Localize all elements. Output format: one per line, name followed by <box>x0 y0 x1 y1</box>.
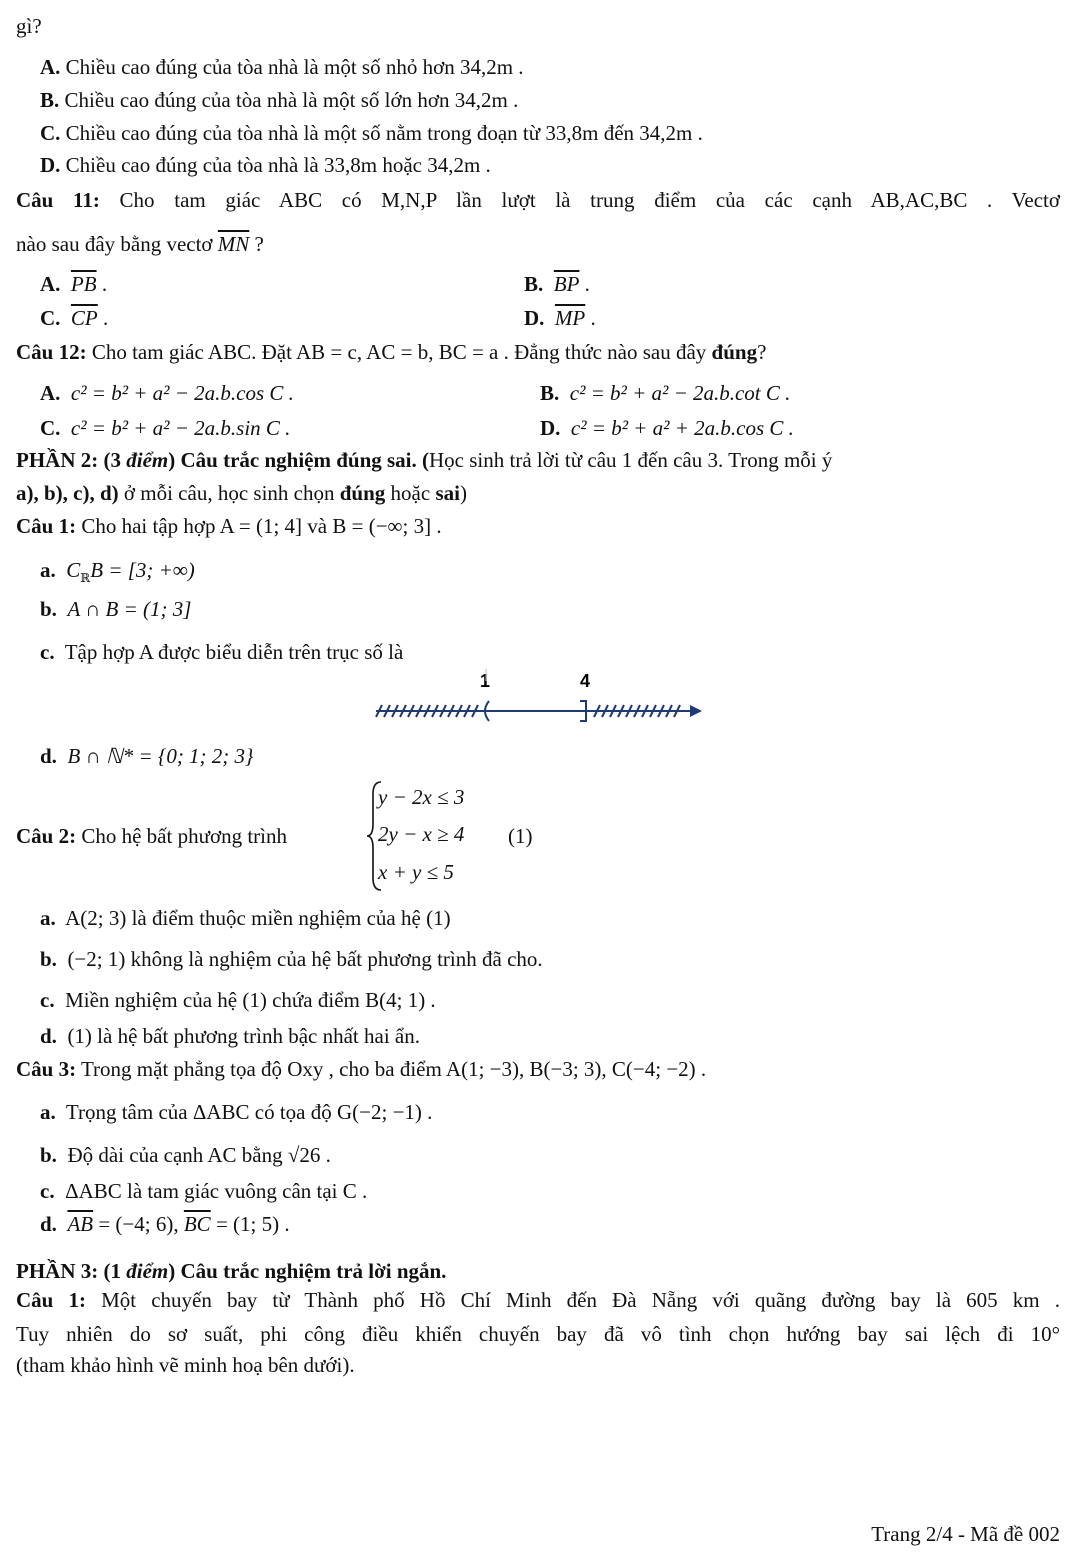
heading-text: ) Câu trắc nghiệm đúng sai. ( <box>168 448 430 472</box>
subscript: ℝ <box>80 571 91 586</box>
question-label: Câu 12: <box>16 340 87 364</box>
question-text: Cho tam giác ABC. Đặt AB = c, AC = b, BC = a . Đẳng thức nào sau đây <box>91 340 707 364</box>
option-formula: c² = b² + a² − 2a.b.cos C . <box>70 381 294 405</box>
heading-italic: điểm <box>126 1259 169 1283</box>
vector-bc: $\overline{BC}$ <box>183 1212 211 1236</box>
statement-text: (−2; 1) không là nghiệm của hệ bất phương trình đã cho. <box>67 947 543 971</box>
number-line-figure <box>368 665 708 725</box>
question-12-stem <box>16 340 766 365</box>
statement-row <box>40 1212 290 1237</box>
statement-label: d. <box>40 1212 57 1236</box>
statement-label: c. <box>40 640 55 664</box>
heading-text: ) Câu trắc nghiệm trả lời ngắn. <box>168 1259 447 1283</box>
statement-text: Trọng tâm của ΔABC có tọa độ G(−2; −1) . <box>65 1100 433 1124</box>
statement-text: = (−4; 6), <box>93 1212 184 1236</box>
statement-text: Độ dài của cạnh AC bằng √26 . <box>67 1143 331 1167</box>
tick-label-4: 4 <box>580 671 591 691</box>
vector: $\overline{PB}$ <box>70 272 97 296</box>
option-row <box>40 121 703 146</box>
question-label: Câu 11: <box>16 188 100 212</box>
vector-ab: $\overline{AB}$ <box>67 1212 94 1236</box>
statement-row <box>40 744 253 769</box>
statement-row <box>40 1024 420 1049</box>
system-tag: (1) <box>508 824 533 848</box>
tick-label-1: 1 <box>480 671 491 691</box>
statement-text: ΔABC là tam giác vuông cân tại C . <box>65 1179 368 1203</box>
p3-question-1-line3: (tham khảo hình vẽ minh hoạ bên dưới). <box>16 1353 355 1377</box>
option-row <box>40 416 290 441</box>
option-label: C. <box>40 306 61 330</box>
statement-label: a. <box>40 906 56 930</box>
option-row <box>40 153 491 178</box>
option-label: D. <box>40 153 61 177</box>
option-text: Chiều cao đúng của tòa nhà là một số nằm trong đoạn từ 33,8m đến 34,2m . <box>65 121 703 145</box>
p2-question-1 <box>16 514 442 539</box>
question-text: Trong mặt phẳng tọa độ Oxy , cho ba điểm A(1; −3), B(−3; 3), C(−4; −2) . <box>80 1057 707 1081</box>
option-label: B. <box>540 381 560 405</box>
vector-mn: $\overline{MN}$ <box>217 232 250 256</box>
statement-row <box>40 640 403 665</box>
option-label: D. <box>524 306 545 330</box>
statement-text: B = [3; +∞) <box>90 558 195 582</box>
option-row: C. $\overline{CP}$ . <box>40 306 109 330</box>
heading-text: a), b), c), d) <box>16 481 119 505</box>
statement-row <box>40 1100 432 1125</box>
heading-text: PHẦN 3: (1 <box>16 1259 121 1283</box>
statement-row <box>40 1143 331 1168</box>
option-text: Chiều cao đúng của tòa nhà là một số lớn hơn 34,2m . <box>64 88 519 112</box>
option-label: C. <box>40 416 61 440</box>
heading-text: sai <box>435 481 460 505</box>
statement-row <box>40 947 543 972</box>
option-label: A. <box>40 55 61 79</box>
option-formula: c² = b² + a² + 2a.b.cos C . <box>570 416 794 440</box>
statement-label: b. <box>40 597 57 621</box>
statement-label: d. <box>40 744 57 768</box>
statement-label: c. <box>40 1179 55 1203</box>
question-11-stem-2 <box>16 232 264 257</box>
p3-question-1-line2: Tuy nhiên do sơ suất, phi công điều khiển chuyến bay đã vô tình chọn hướng bay sai lệch đi 10° <box>16 1322 1060 1346</box>
statement-text: A ∩ B = (1; 3] <box>67 597 192 621</box>
heading-text: PHẦN 2: (3 <box>16 448 121 472</box>
question-label: Câu 3: <box>16 1057 77 1081</box>
question-text: Cho hệ bất phương trình <box>81 824 287 848</box>
heading-note: ở mỗi câu, học sinh chọn <box>118 481 340 505</box>
axis-arrow <box>690 705 702 717</box>
vector: $\overline{CP}$ <box>70 306 98 330</box>
statement-text: A(2; 3) là điểm thuộc miền nghiệm của hệ (1) <box>65 906 451 930</box>
question-label: Câu 1: <box>16 514 77 538</box>
statement-text: Miền nghiệm của hệ (1) chứa điểm B(4; 1) . <box>65 988 436 1012</box>
equation-3: x + y ≤ 5 <box>378 860 454 884</box>
equation-1: y − 2x ≤ 3 <box>378 785 465 809</box>
question-text: nào sau đây bằng vectơ <box>16 232 213 256</box>
vector: $\overline{MP}$ <box>554 306 586 330</box>
heading-text: đúng <box>339 481 386 505</box>
statement-label: c. <box>40 988 55 1012</box>
option-text: Chiều cao đúng của tòa nhà là 33,8m hoặc 34,2m . <box>65 153 491 177</box>
statement-text: = (1; 5) . <box>210 1212 290 1236</box>
option-label: B. <box>40 88 60 112</box>
p2-question-3 <box>16 1057 706 1082</box>
statement-row <box>40 906 451 931</box>
option-label: B. <box>524 272 544 296</box>
question-11-stem <box>16 188 1060 213</box>
option-label: A. <box>40 381 61 405</box>
equation-2: 2y − x ≥ 4 <box>378 822 465 846</box>
statement-label: a. <box>40 558 56 582</box>
option-formula: c² = b² + a² − 2a.b.cot C . <box>569 381 791 405</box>
question-mark: ? <box>254 232 264 256</box>
option-row <box>540 381 790 406</box>
statement-text: (1) là hệ bất phương trình bậc nhất hai ẩn. <box>67 1024 420 1048</box>
option-label: C. <box>40 121 61 145</box>
option-label: D. <box>540 416 561 440</box>
section-2-heading-2 <box>16 481 467 506</box>
statement-row <box>40 988 436 1013</box>
question-text: Cho hai tập hợp A = (1; 4] và B = (−∞; 3] . <box>81 514 442 538</box>
option-row <box>40 55 524 80</box>
option-row <box>540 416 794 441</box>
statement-label: b. <box>40 947 57 971</box>
option-row: D. $\overline{MP}$ . <box>524 306 596 330</box>
statement-text: Tập hợp A được biểu diễn trên trục số là <box>64 640 404 664</box>
statement-text: C <box>66 558 81 582</box>
option-label: A. <box>40 272 61 296</box>
statement-label: b. <box>40 1143 57 1167</box>
statement-row <box>40 1179 367 1204</box>
option-row: A. $\overline{PB}$ . <box>40 272 108 296</box>
heading-note: hoặc <box>385 481 436 505</box>
vector: $\overline{BP}$ <box>553 272 580 296</box>
heading-note: Học sinh trả lời từ câu 1 đến câu 3. Trong mỗi ý <box>429 448 833 472</box>
p2-question-2 <box>16 824 287 849</box>
question-mark: ? <box>757 340 767 364</box>
option-text: Chiều cao đúng của tòa nhà là một số nhỏ hơn 34,2m . <box>65 55 524 79</box>
p3-question-1 <box>16 1288 1060 1313</box>
statement-row <box>40 597 191 622</box>
option-formula: c² = b² + a² − 2a.b.sin C . <box>70 416 291 440</box>
section-2-heading <box>16 448 832 473</box>
question-text: Cho tam giác ABC có M,N,P lần lượt là trung điểm của các cạnh AB,AC,BC . Vectơ <box>119 188 1060 212</box>
continuation-text: gì? <box>16 14 42 38</box>
statement-text: B ∩ ℕ* = {0; 1; 2; 3} <box>67 744 254 768</box>
statement-label: a. <box>40 1100 56 1124</box>
heading-italic: điểm <box>126 448 169 472</box>
statement-label: d. <box>40 1024 57 1048</box>
question-label: Câu 1: <box>16 1288 86 1312</box>
option-row <box>40 381 294 406</box>
option-row: B. $\overline{BP}$ . <box>524 272 590 296</box>
section-3-heading <box>16 1259 446 1284</box>
question-text: Một chuyến bay từ Thành phố Hồ Chí Minh đến Đà Nẵng với quãng đường bay là 605 km . <box>101 1288 1060 1312</box>
statement-row <box>40 558 195 586</box>
question-label: Câu 2: <box>16 824 77 848</box>
option-row <box>40 88 518 113</box>
page-footer: Trang 2/4 - Mã đề 002 <box>871 1522 1060 1546</box>
heading-note: ) <box>459 481 467 505</box>
emphasis: đúng <box>711 340 758 364</box>
